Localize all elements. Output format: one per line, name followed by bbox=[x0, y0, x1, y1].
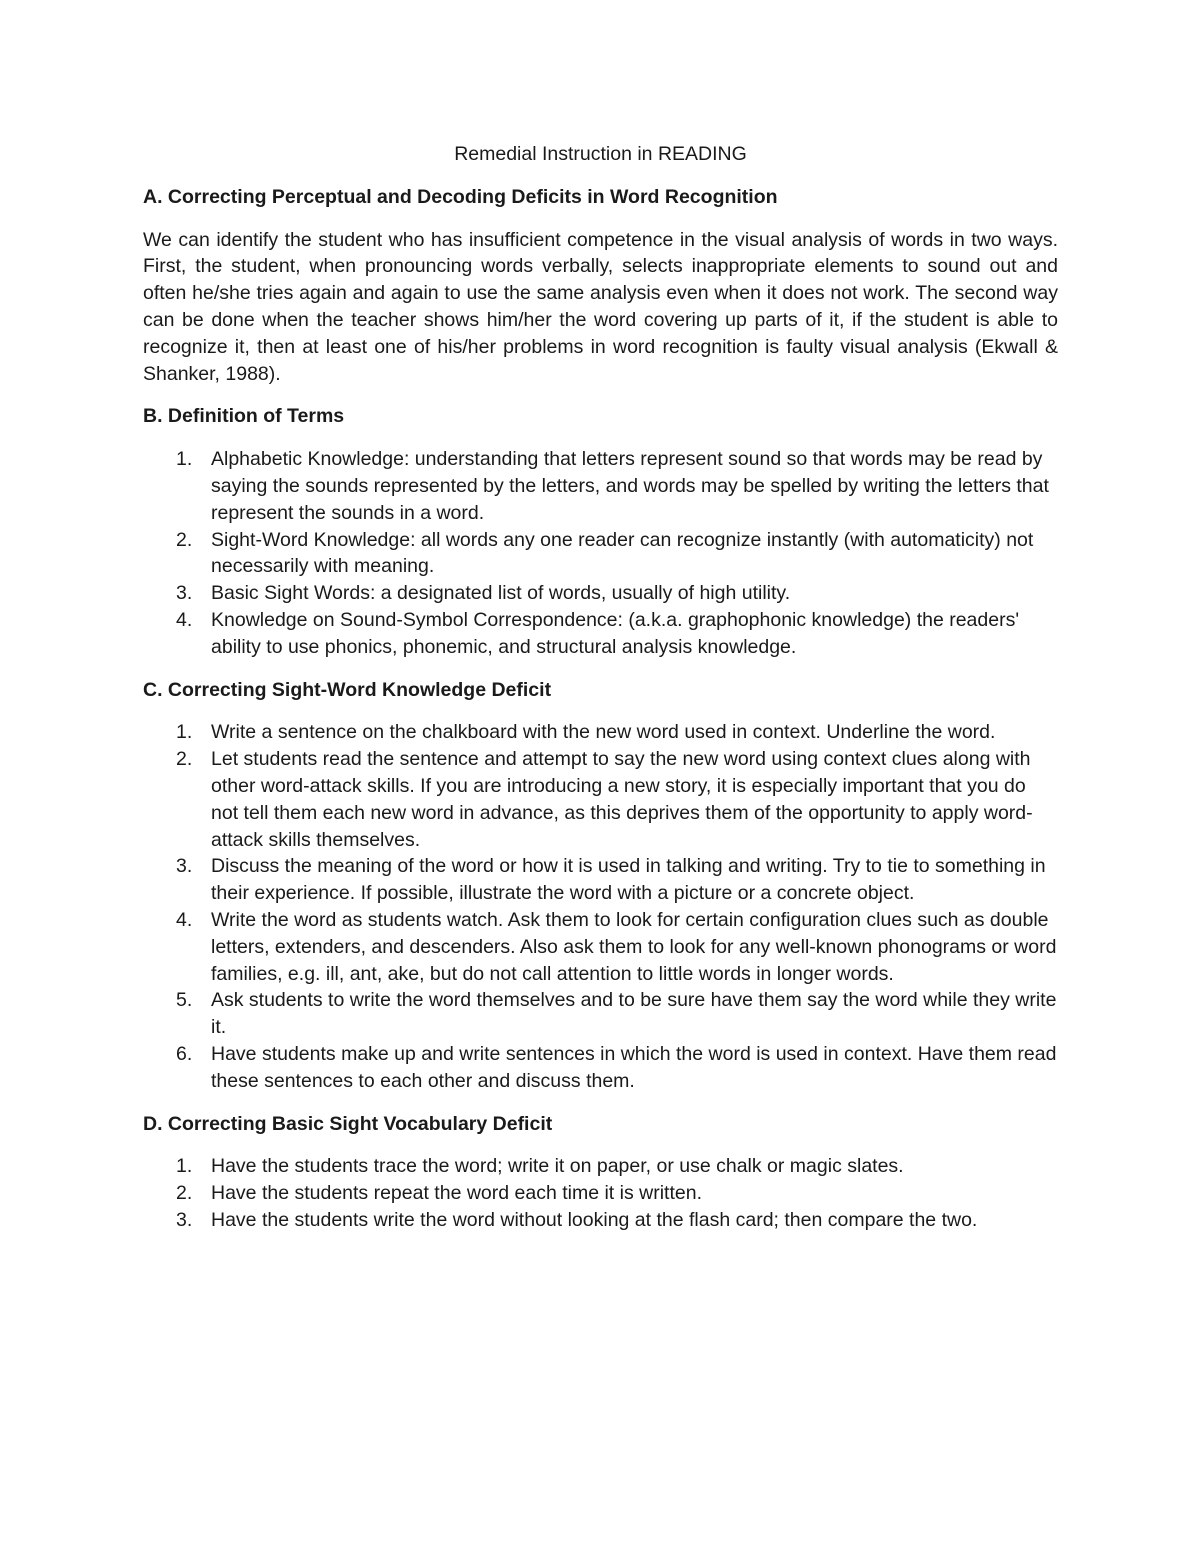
list-item bbox=[143, 580, 1058, 607]
list-text: Alphabetic Knowledge: understanding that letters represent sound so that words may be read by saying the sounds represented by the letters, and words may be spelled by writing the letters that represent the sounds in a word. bbox=[211, 448, 1049, 524]
list-number: 1. bbox=[176, 721, 193, 744]
list-item bbox=[143, 719, 1058, 746]
sight-word-steps-list bbox=[143, 719, 1058, 1094]
list-text: Basic Sight Words: a designated list of words, usually of high utility. bbox=[211, 582, 791, 605]
list-number: 6. bbox=[176, 1042, 193, 1065]
list-number: 4. bbox=[176, 908, 193, 931]
list-item bbox=[143, 1153, 1058, 1180]
basic-sight-vocab-list bbox=[143, 1153, 1058, 1233]
list-item bbox=[143, 1041, 1058, 1095]
list-item bbox=[143, 607, 1058, 661]
list-number: 1. bbox=[176, 448, 193, 471]
list-text: Have the students write the word without looking at the flash card; then compare the two. bbox=[211, 1208, 978, 1231]
section-heading-a: A. Correcting Perceptual and Decoding Deficits in Word Recognition bbox=[143, 185, 778, 208]
list-item bbox=[143, 907, 1058, 987]
list-number: 5. bbox=[176, 989, 193, 1012]
list-item bbox=[143, 746, 1058, 853]
list-text: Knowledge on Sound-Symbol Correspondence: (a.k.a. graphophonic knowledge) the readers' ability to use phonics, phonemic, and structural analysis knowledge. bbox=[211, 608, 1020, 658]
list-number: 3. bbox=[176, 1208, 193, 1231]
section-heading-d: D. Correcting Basic Sight Vocabulary Deficit bbox=[143, 1112, 553, 1135]
list-text: Write the word as students watch. Ask them to look for certain configuration clues such as double letters, extenders, and descenders. Also ask them to look for any well-known phonograms or word families, e.g. ill, ant, ake, but do not call attention to little words in longer words. bbox=[211, 908, 1057, 985]
list-text: Have students make up and write sentences in which the word is used in context. Have them read these sentences to each other and discuss them. bbox=[211, 1042, 1057, 1092]
section-heading-c: C. Correcting Sight-Word Knowledge Deficit bbox=[143, 678, 552, 701]
definition-list bbox=[143, 446, 1058, 660]
list-text: Ask students to write the word themselves and to be sure have them say the word while they write it. bbox=[211, 989, 1057, 1039]
list-item bbox=[143, 446, 1058, 526]
list-number: 2. bbox=[176, 528, 193, 551]
list-item bbox=[143, 1207, 1058, 1234]
list-number: 3. bbox=[176, 582, 193, 605]
section-a-paragraph: We can identify the student who has insufficient competence in the visual analysis of words in two ways. First, the student, when pronouncing words verbally, selects inappropriate elements to sound out and often he/she tries again and again to use the same analysis even when it does not work. The second way can be done when the teacher shows him/her the word covering up parts of it, if the student is able to recognize it, then at least one of his/her problems in word recognition is faulty visual analysis (Ekwall & Shanker, 1988). bbox=[143, 228, 1058, 385]
list-item bbox=[143, 527, 1058, 581]
list-number: 1. bbox=[176, 1155, 193, 1178]
list-number: 3. bbox=[176, 855, 193, 878]
list-text: Sight-Word Knowledge: all words any one reader can recognize instantly (with automaticity) not necessarily with meaning. bbox=[211, 528, 1034, 578]
list-item bbox=[143, 987, 1058, 1041]
document-title: Remedial Instruction in READING bbox=[454, 143, 747, 165]
list-text: Discuss the meaning of the word or how it is used in talking and writing. Try to tie to something in their experience. If possible, illustrate the word with a picture or a concrete object. bbox=[211, 855, 1046, 905]
section-heading-b: B. Definition of Terms bbox=[143, 405, 345, 428]
list-text: Have the students repeat the word each time it is written. bbox=[211, 1182, 702, 1205]
list-item bbox=[143, 853, 1058, 907]
document-page bbox=[143, 141, 1058, 1250]
list-text: Have the students trace the word; write it on paper, or use chalk or magic slates. bbox=[211, 1155, 904, 1178]
list-number: 2. bbox=[176, 748, 193, 771]
list-number: 4. bbox=[176, 608, 193, 631]
list-item bbox=[143, 1180, 1058, 1207]
list-text: Write a sentence on the chalkboard with the new word used in context. Underline the word. bbox=[211, 721, 996, 744]
list-text: Let students read the sentence and attempt to say the new word using context clues along with other word-attack skills. If you are introducing a new story, it is especially important that you do not tell them each new word in advance, as this deprives them of the opportunity to apply word-attack skills themselves. bbox=[211, 748, 1033, 851]
list-number: 2. bbox=[176, 1182, 193, 1205]
